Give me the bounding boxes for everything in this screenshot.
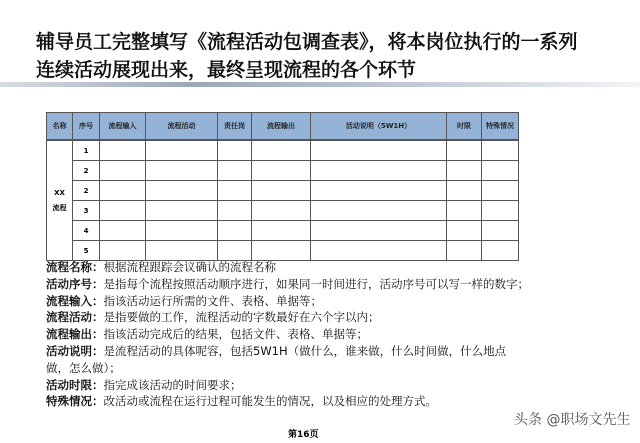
- definition-item: [46, 276, 529, 293]
- table-row: [47, 140, 519, 161]
- process-name-line: XX: [54, 188, 65, 197]
- table-row: [47, 221, 519, 241]
- definition-text: 指该活动运行所需的文件、表格、单据等；: [103, 293, 322, 308]
- seq-cell: 1: [73, 140, 100, 161]
- definition-term: 特殊情况：: [46, 394, 104, 409]
- process-name-cell: [47, 140, 73, 261]
- definition-text: 指该活动完成后的结果，包括文件、表格、单据等；: [103, 327, 368, 342]
- table-header-row: [47, 113, 519, 141]
- definition-text: 指完成该活动的时间要求；: [103, 377, 242, 392]
- definition-term: 活动时限：: [46, 377, 104, 392]
- table-row: [47, 161, 519, 181]
- header-cell: 流程活动: [146, 113, 218, 141]
- definition-text: 是指每个流程按照活动顺序进行，如果同一时间进行，活动序号可以写一样的数字；: [103, 276, 529, 291]
- seq-cell: 3: [73, 201, 100, 221]
- watermark: 头条 @职场文先生: [514, 412, 631, 428]
- definition-text: 是指要做的工作，流程活动的字数最好在六个字以内；: [103, 310, 380, 325]
- page-number: 第16页: [288, 430, 319, 440]
- definition-text: 根据流程跟踪会议确认的流程名称: [103, 260, 276, 274]
- definition-term: 流程输出：: [46, 327, 104, 342]
- definition-term: 活动序号：: [46, 276, 104, 291]
- definition-item: [46, 343, 516, 377]
- definition-text: 改活动或流程在运行过程可能发生的情况，以及相应的处理方式。: [103, 394, 437, 409]
- header-cell: 特殊情况: [482, 113, 519, 141]
- definition-term: 流程活动：: [46, 310, 104, 325]
- title-divider: [0, 82, 640, 87]
- definition-item: [46, 326, 529, 343]
- header-cell: 流程输入: [100, 113, 146, 141]
- header-cell: 活动说明（5W1H）: [311, 113, 447, 141]
- process-name-line: 流程: [52, 203, 67, 212]
- header-cell: 责任岗: [218, 113, 252, 141]
- header-cell: 流程输出: [252, 113, 311, 141]
- seq-cell: 2: [73, 161, 100, 181]
- definition-text: 是流程活动的具体呢容，包括5W1H（做什么，谁来做，什么时间做，什么地点做，怎么做）；: [46, 343, 507, 375]
- table-row: [47, 181, 519, 201]
- seq-cell: 2: [73, 181, 100, 201]
- definition-item: [46, 393, 529, 410]
- process-activity-table: [46, 112, 519, 261]
- seq-cell: 5: [73, 241, 100, 261]
- seq-cell: 4: [73, 221, 100, 241]
- slide-title: 辅导员工完整填写《流程活动包调查表》，将本岗位执行的一系列连续活动展现出来，最终呈现流程的各个环节: [36, 31, 578, 81]
- definition-term: 流程名称：: [46, 260, 104, 274]
- definitions-list: [46, 259, 529, 410]
- header-cell: 序号: [73, 113, 100, 141]
- header-cell: 时限: [447, 113, 482, 141]
- definition-term: 流程输入：: [46, 293, 104, 308]
- definition-item: [46, 309, 529, 326]
- table-row: [47, 241, 519, 261]
- definition-item: [46, 293, 529, 310]
- table-row: [47, 201, 519, 221]
- definition-item: [46, 377, 529, 394]
- definition-term: 活动说明：: [46, 343, 104, 358]
- header-cell: 名称: [47, 113, 73, 141]
- definition-item: [46, 259, 529, 276]
